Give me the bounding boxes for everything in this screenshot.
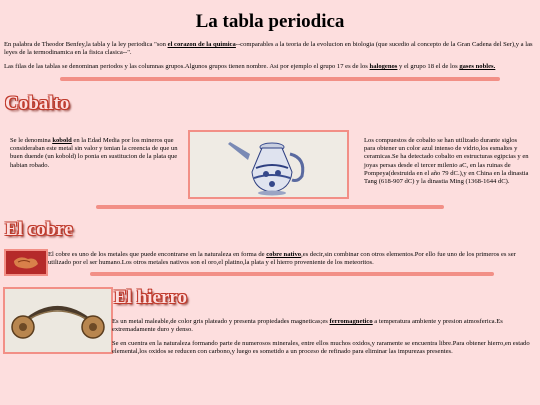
section-heading-cobre: El cobre bbox=[5, 219, 73, 240]
intro-text: En palabra de Theodor Benfey,la tabla y la ley periodica "son bbox=[4, 41, 166, 48]
cobre-text bbox=[48, 251, 532, 267]
link-gases-nobles[interactable]: gases nobles. bbox=[459, 63, 496, 70]
hierro-paragraph-2: Se en cuentra en la naturaleza formando parte de numerosos minerales, entre ellos muchos oxidos,y raramente se encuentra libre.Para obtener hierro,en estado elemental,los oxidos se reducen con carbono,y luego es sometido a un proceso de refinado para eliminar las impurezas presentes. bbox=[112, 340, 530, 356]
link-cobre-nativo[interactable]: cobre nativo bbox=[266, 251, 302, 258]
hierro-text: a temperatura ambiente y presion atmosferica.Es extremadamente duro y denso. bbox=[112, 318, 503, 334]
copper-image bbox=[4, 249, 48, 276]
jug-illustration bbox=[190, 132, 347, 197]
cobre-text-part: ,es decir,sin combinar con otros elementos.Por ello fue uno de los primeros es ser utilizado por el ser humano.Los otros metales nativos son el oro,el platino,la plata y el hierro proveniente de los meteoritos. bbox=[48, 251, 516, 267]
link-ferromagnetico[interactable]: ferromagnetico bbox=[329, 318, 373, 325]
intro-text: y el grupo 18 el de los bbox=[399, 63, 458, 70]
link-kobold[interactable]: kobold bbox=[52, 137, 72, 144]
copper-illustration bbox=[6, 251, 46, 274]
intro-text: Las filas de las tablas se denominan periodos y las columnas grupos.Algunos grupos tienen nombre. Asi por ejemplo el grupo 17 es de los bbox=[4, 63, 368, 70]
hierro-paragraph-1 bbox=[112, 318, 532, 334]
intro-paragraph-2 bbox=[4, 63, 536, 71]
link-corazon-quimica[interactable]: el corazon de la quimica bbox=[167, 41, 236, 48]
intro-text: --comparables a la teoria de la evolucion en biologia (que sucedio al concepto de la Gran Cadena del Ser),y a las leyes de la termodinamica en la fisica clasica--". bbox=[4, 41, 533, 57]
cobalt-jug-image bbox=[188, 130, 349, 199]
link-halogenos[interactable]: halogenos bbox=[369, 63, 398, 70]
section-heading-cobalto: Cobalto bbox=[5, 93, 70, 114]
divider bbox=[96, 205, 444, 209]
divider bbox=[60, 77, 500, 81]
cobalto-text: Se le denomina bbox=[10, 137, 51, 144]
cobre-text-part: El cobre es uno de los metales que puede encontrarse en la naturaleza en forma de bbox=[48, 251, 265, 258]
section-heading-hierro: El hierro bbox=[114, 287, 188, 308]
intro-paragraph-1 bbox=[4, 41, 536, 57]
divider bbox=[90, 272, 494, 276]
cobalto-right-text: Los compuestos de cobalto se han utilizado durante siglos para obtener un color azul intenso de vidrio,los esmaltes y ceramicas.Se ha detectado cobalto en estructuras egipcias y en joyas persas desde el tercer milenio aC, en las ruinas de Pompeya(destruida en el año 79 dC.),y en China en la dinastia Tang (618-907 dC) y la dinastia Ming (1368-1644 dC). bbox=[364, 137, 529, 186]
page-title: La tabla periodica bbox=[195, 11, 345, 32]
cobalto-text: en la Edad Media por los mineros que consideraban este metal sin valor y tenian la creencia de que un buen duende (un kobold) lo ponia en sustitucion de la plata que habian robado. bbox=[10, 137, 178, 169]
hierro-text: Es un metal maleable,de color gris plateado y presenta propiedades magneticas;es bbox=[112, 318, 328, 325]
torc-illustration bbox=[5, 289, 111, 352]
iron-torc-image bbox=[3, 287, 113, 354]
cobalto-left-text bbox=[10, 137, 180, 170]
